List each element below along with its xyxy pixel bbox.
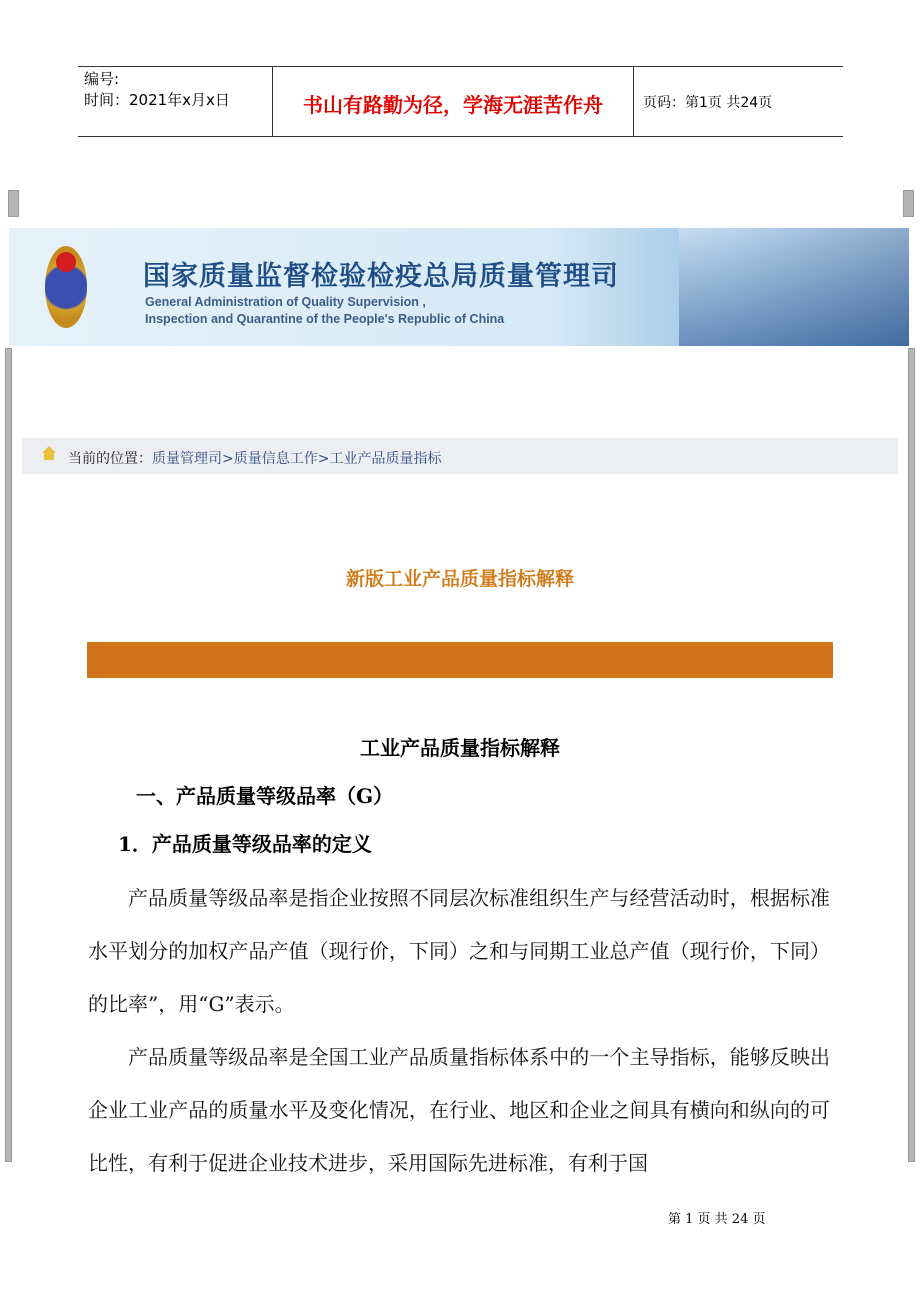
emblem-icon bbox=[45, 246, 87, 328]
divider bbox=[633, 67, 634, 136]
site-banner bbox=[9, 228, 909, 346]
building-image bbox=[679, 228, 909, 346]
banner-title: 国家质量监督检验检疫总局质量管理司 bbox=[143, 261, 619, 292]
article-title: 新版工业产品质量指标解释 bbox=[345, 568, 574, 590]
heading: 工业产品质量指标解释 bbox=[360, 736, 560, 760]
page-header bbox=[78, 66, 843, 137]
breadcrumb bbox=[22, 438, 898, 474]
article-body bbox=[88, 872, 830, 1190]
number-label: 编号: bbox=[84, 70, 120, 88]
frame-edge bbox=[8, 190, 19, 217]
breadcrumb-path[interactable]: 质量管理司>质量信息工作>工业产品质量指标 bbox=[152, 451, 442, 467]
breadcrumb-label: 当前的位置： bbox=[68, 451, 152, 467]
banner-subtitle: General Administration of Quality Supervision , bbox=[145, 295, 426, 309]
banner-subtitle: Inspection and Quarantine of the People's Republic of China bbox=[145, 312, 505, 326]
frame-edge bbox=[903, 190, 914, 217]
subsection-heading: 1．产品质量等级品率的定义 bbox=[118, 832, 372, 856]
section-heading: 一、产品质量等级品率（G） bbox=[136, 784, 394, 808]
paragraph: 产品质量等级品率是指企业按照不同层次标准组织生产与经营活动时，根据标准水平划分的加权产品产值（现行价，下同）之和与同期工业总产值（现行价，下同）的比率”，用“G”表示。 bbox=[88, 886, 830, 1016]
time-label: 时间：2021年x月x日 bbox=[84, 91, 230, 109]
motto: 书山有路勤为径，学海无涯苦作舟 bbox=[303, 93, 603, 117]
page-footer: 第 1 页 共 24 页 bbox=[668, 1212, 766, 1227]
home-icon[interactable] bbox=[42, 446, 56, 460]
paragraph: 产品质量等级品率是全国工业产品质量指标体系中的一个主导指标，能够反映出企业工业产品的质量水平及变化情况，在行业、地区和企业之间具有横向和纵向的可比性，有利于促进企业技术进步，采用国际先进标准，有利于国 bbox=[88, 1045, 830, 1175]
page-info: 页码：第1页 共24页 bbox=[643, 95, 773, 111]
title-bar bbox=[87, 642, 833, 678]
